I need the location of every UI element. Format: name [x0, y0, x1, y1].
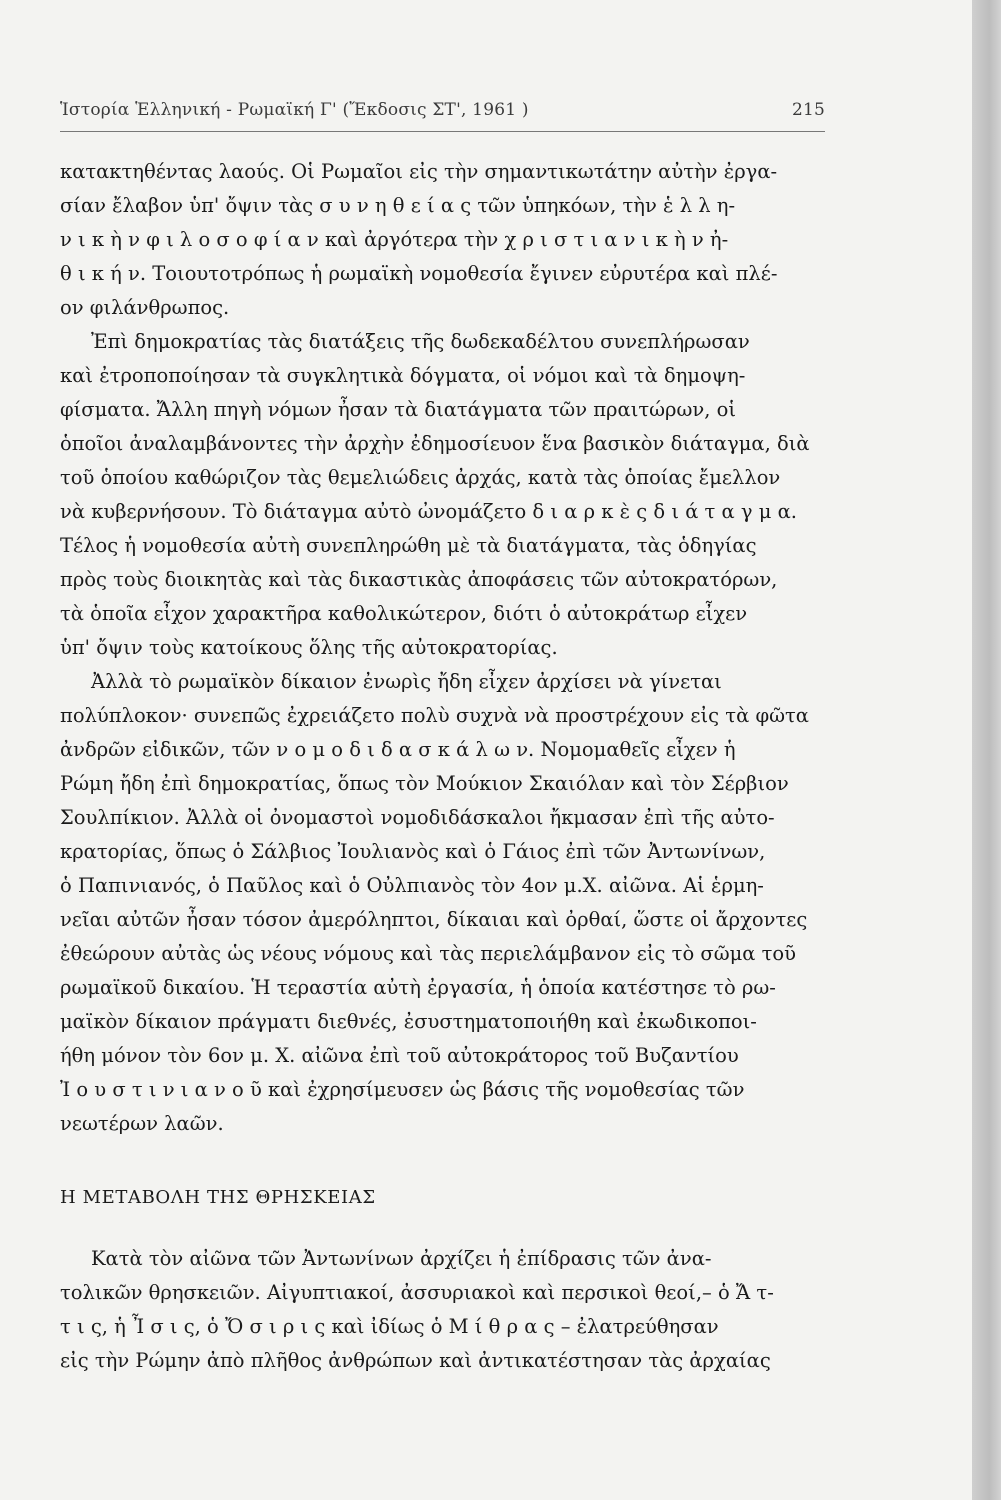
text-line: μαϊκὸν δίκαιον πράγματι διεθνές, ἐσυστηματοποιήθη καὶ ἐκωδικοποι- — [60, 1010, 757, 1033]
text-line: σίαν ἔλαβον ὑπ' ὄψιν τὰς σ υ ν η θ ε ί α ς τῶν ὑπηκόων, τὴν ἑ λ λ η- — [60, 194, 736, 217]
text-line: θ ι κ ή ν. Τοιουτοτρόπως ἡ ρωμαϊκὴ νομοθεσία ἔγινεν εὐρυτέρα καὶ πλέ- — [60, 262, 778, 285]
text-line: κατακτηθέντας λαούς. Οἱ Ρωμαῖοι εἰς τὴν σημαντικωτάτην αὐτὴν ἐργα- — [60, 160, 778, 183]
text-line: Τέλος ἡ νομοθεσία αὐτὴ συνεπληρώθη μὲ τὰ διατάγματα, τὰς ὁδηγίας — [60, 534, 757, 557]
text-line: νὰ κυβερνήσουν. Τὸ διάταγμα αὐτὸ ὠνομάζετο δ ι α ρ κ ὲ ς δ ι ά τ α γ μ α. — [60, 500, 798, 523]
text-line: Ρώμη ἤδη ἐπὶ δημοκρατίας, ὅπως τὸν Μούκιον Σκαιόλαν καὶ τὸν Σέρβιον — [60, 772, 789, 795]
text-line: τὰ ὁποῖα εἶχον χαρακτῆρα καθολικώτερον, διότι ὁ αὐτοκράτωρ εἶχεν — [60, 602, 748, 625]
text-line: πολύπλοκον· συνεπῶς ἐχρειάζετο πολὺ συχνὰ νὰ προστρέχουν εἰς τὰ φῶτα — [60, 704, 809, 727]
text-line: ον φιλάνθρωπος. — [60, 296, 230, 319]
text-line: καὶ ἐτροποποίησαν τὰ συγκλητικὰ δόγματα, οἱ νόμοι καὶ τὰ δημοψη- — [60, 364, 746, 387]
running-header — [60, 100, 825, 120]
text-line: Σουλπίκιον. Ἀλλὰ οἱ ὀνομαστοὶ νομοδιδάσκαλοι ἤκμασαν ἐπὶ τῆς αὐτο- — [60, 806, 775, 829]
text-line: τ ι ς, ἡ Ἶ σ ι ς, ὁ Ὄ σ ι ρ ι ς καὶ ἰδίως ὁ Μ ί θ ρ α ς – ἐλατρεύθησαν — [60, 1315, 719, 1338]
text-line: εἰς τὴν Ρώμην ἀπὸ πλῆθος ἀνθρώπων καὶ ἀντικατέστησαν τὰς ἀρχαίας — [60, 1349, 771, 1372]
body-text — [60, 155, 840, 1141]
running-title: Ἱστορία Ἑλληνική - Ρωμαϊκή Γ' (Ἔκδοσις ΣΤ', 1961 ) — [60, 100, 529, 120]
section-heading: Η ΜΕΤΑΒΟΛΗ ΤΗΣ ΘΡΗΣΚΕΙΑΣ — [60, 1187, 376, 1208]
text-line: ν ι κ ὴ ν φ ι λ ο σ ο φ ί α ν καὶ ἀργότερα τὴν χ ρ ι σ τ ι α ν ι κ ὴ ν ἠ- — [60, 228, 729, 251]
page-edge — [972, 0, 1001, 1500]
text-line: νεῖαι αὐτῶν ἦσαν τόσον ἀμερόληπτοι, δίκαιαι καὶ ὀρθαί, ὥστε οἱ ἄρχοντες — [60, 908, 808, 931]
header-rule — [60, 131, 825, 132]
text-line: Ἀλλὰ τὸ ρωμαϊκὸν δίκαιον ἐνωρὶς ἤδη εἶχεν ἀρχίσει νὰ γίνεται — [60, 670, 722, 693]
text-line: Ἰ ο υ σ τ ι ν ι α ν ο ῦ καὶ ἐχρησίμευσεν ὡς βάσις τῆς νομοθεσίας τῶν — [60, 1078, 745, 1101]
section-text — [60, 1242, 840, 1378]
page-number: 215 — [791, 100, 825, 120]
text-line: ἀνδρῶν εἰδικῶν, τῶν ν ο μ ο δ ι δ α σ κ ά λ ω ν. Νομομαθεῖς εἶχεν ἡ — [60, 738, 736, 761]
text-line: ὁποῖοι ἀναλαμβάνοντες τὴν ἀρχὴν ἐδημοσίευον ἕνα βασικὸν διάταγμα, διὰ — [60, 432, 810, 455]
text-line: ρωμαϊκοῦ δικαίου. Ἡ τεραστία αὐτὴ ἐργασία, ἡ ὁποία κατέστησε τὸ ρω- — [60, 976, 776, 999]
text-line: Κατὰ τὸν αἰῶνα τῶν Ἀντωνίνων ἀρχίζει ἡ ἐπίδρασις τῶν ἀνα- — [60, 1247, 712, 1270]
text-line: τολικῶν θρησκειῶν. Αἰγυπτιακοί, ἀσσυριακοὶ καὶ περσικοὶ θεοί,– ὁ Ἄ τ- — [60, 1281, 774, 1304]
text-line: ὑπ' ὄψιν τοὺς κατοίκους ὅλης τῆς αὐτοκρατορίας. — [60, 636, 558, 659]
text-line: πρὸς τοὺς διοικητὰς καὶ τὰς δικαστικὰς ἀποφάσεις τῶν αὐτοκρατόρων, — [60, 568, 778, 591]
text-line: νεωτέρων λαῶν. — [60, 1112, 224, 1135]
text-line: φίσματα. Ἄλλη πηγὴ νόμων ἦσαν τὰ διατάγματα τῶν πραιτώρων, οἱ — [60, 398, 737, 421]
text-line: ήθη μόνον τὸν 6ον μ. Χ. αἰῶνα ἐπὶ τοῦ αὐτοκράτορος τοῦ Βυζαντίου — [60, 1044, 739, 1067]
text-line: τοῦ ὁποίου καθώριζον τὰς θεμελιώδεις ἀρχάς, κατὰ τὰς ὁποίας ἔμελλον — [60, 466, 781, 489]
text-line: Ἐπὶ δημοκρατίας τὰς διατάξεις τῆς δωδεκαδέλτου συνεπλήρωσαν — [60, 330, 750, 353]
text-line: ὁ Παπινιανός, ὁ Παῦλος καὶ ὁ Οὐλπιανὸς τὸν 4ον μ.Χ. αἰῶνα. Αἱ ἑρμη- — [60, 874, 764, 897]
text-line: κρατορίας, ὅπως ὁ Σάλβιος Ἰουλιανὸς καὶ ὁ Γάιος ἐπὶ τῶν Ἀντωνίνων, — [60, 840, 766, 863]
text-line: ἐθεώρουν αὐτὰς ὡς νέους νόμους καὶ τὰς περιελάμβανον εἰς τὸ σῶμα τοῦ — [60, 942, 797, 965]
